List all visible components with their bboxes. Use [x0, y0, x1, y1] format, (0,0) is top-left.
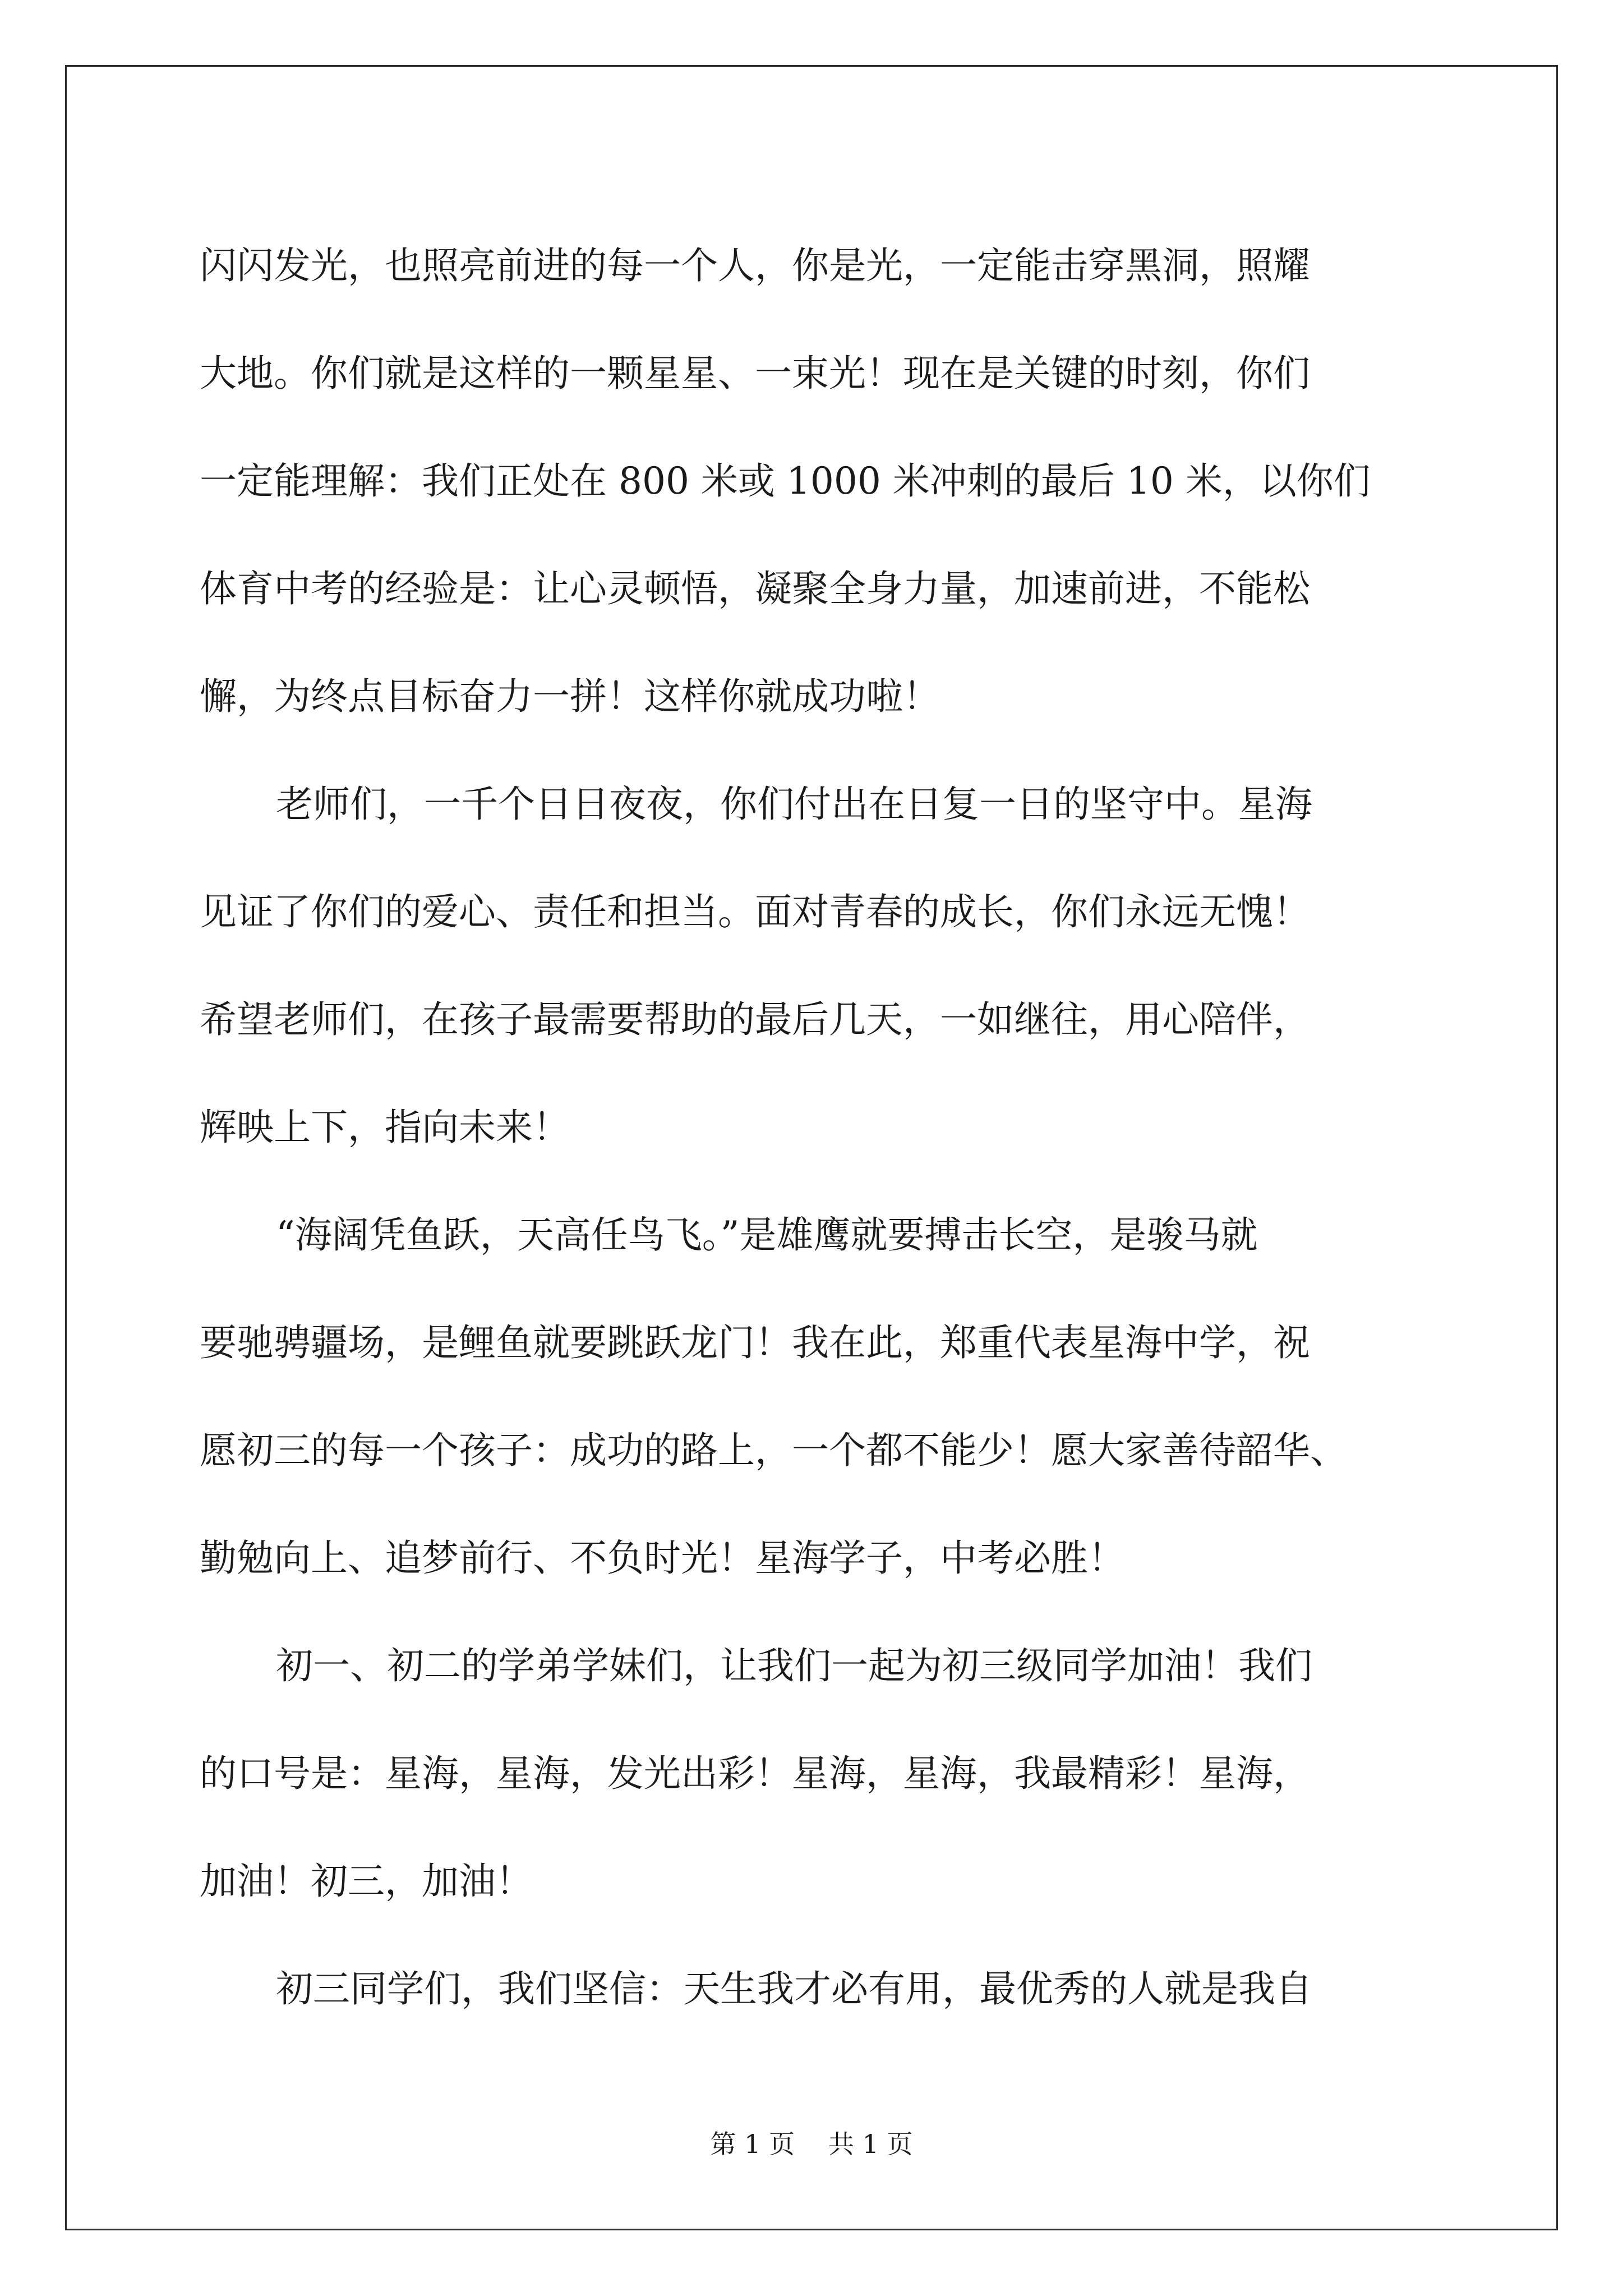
document-body — [200, 212, 1456, 2043]
text-line: 老师们，一千个日日夜夜，你们付出在日复一日的坚守中。星海 — [276, 783, 1312, 826]
text-line: 大地。你们就是这样的一颗星星、一束光！现在是关键的时刻，你们 — [200, 352, 1310, 395]
text-line: 愿初三的每一个孩子：成功的路上，一个都不能少！愿大家善待韶华、 — [200, 1429, 1347, 1472]
text-line: 懈，为终点目标奋力一拼！这样你就成功啦！ — [200, 675, 940, 718]
text-line: 初一、初二的学弟学妹们，让我们一起为初三级同学加油！我们 — [276, 1644, 1312, 1687]
text-line: 希望老师们，在孩子最需要帮助的最后几天，一如继往，用心陪伴， — [200, 998, 1310, 1041]
text-line: 见证了你们的爱心、责任和担当。面对青春的成长，你们永远无愧！ — [200, 890, 1310, 933]
page-number: 第 1 页 — [710, 2129, 795, 2159]
text-line: 一定能理解：我们正处在 800 米或 1000 米冲刺的最后 10 米，以你们 — [200, 459, 1371, 503]
text-line: 要驰骋疆场，是鲤鱼就要跳跃龙门！我在此，郑重代表星海中学，祝 — [200, 1321, 1310, 1364]
text-line: 初三同学们，我们坚信：天生我才必有用，最优秀的人就是我自 — [276, 1967, 1312, 2010]
page-total: 共 1 页 — [828, 2129, 913, 2159]
page-footer — [0, 2127, 1623, 2161]
text-line: 辉映上下，指向未来！ — [200, 1106, 570, 1149]
text-line: 勤勉向上、追梦前行、不负时光！星海学子，中考必胜！ — [200, 1536, 1125, 1580]
text-line: 体育中考的经验是：让心灵顿悟，凝聚全身力量，加速前进，不能松 — [200, 567, 1310, 610]
text-line: 的口号是：星海，星海，发光出彩！星海，星海，我最精彩！星海， — [200, 1752, 1310, 1795]
text-line: 加油！初三，加油！ — [200, 1860, 533, 1903]
text-line: “海阔凭鱼跃，天高任鸟飞。”是雄鹰就要搏击长空，是骏马就 — [276, 1213, 1258, 1257]
text-line: 闪闪发光，也照亮前进的每一个人，你是光，一定能击穿黑洞，照耀 — [200, 244, 1310, 287]
